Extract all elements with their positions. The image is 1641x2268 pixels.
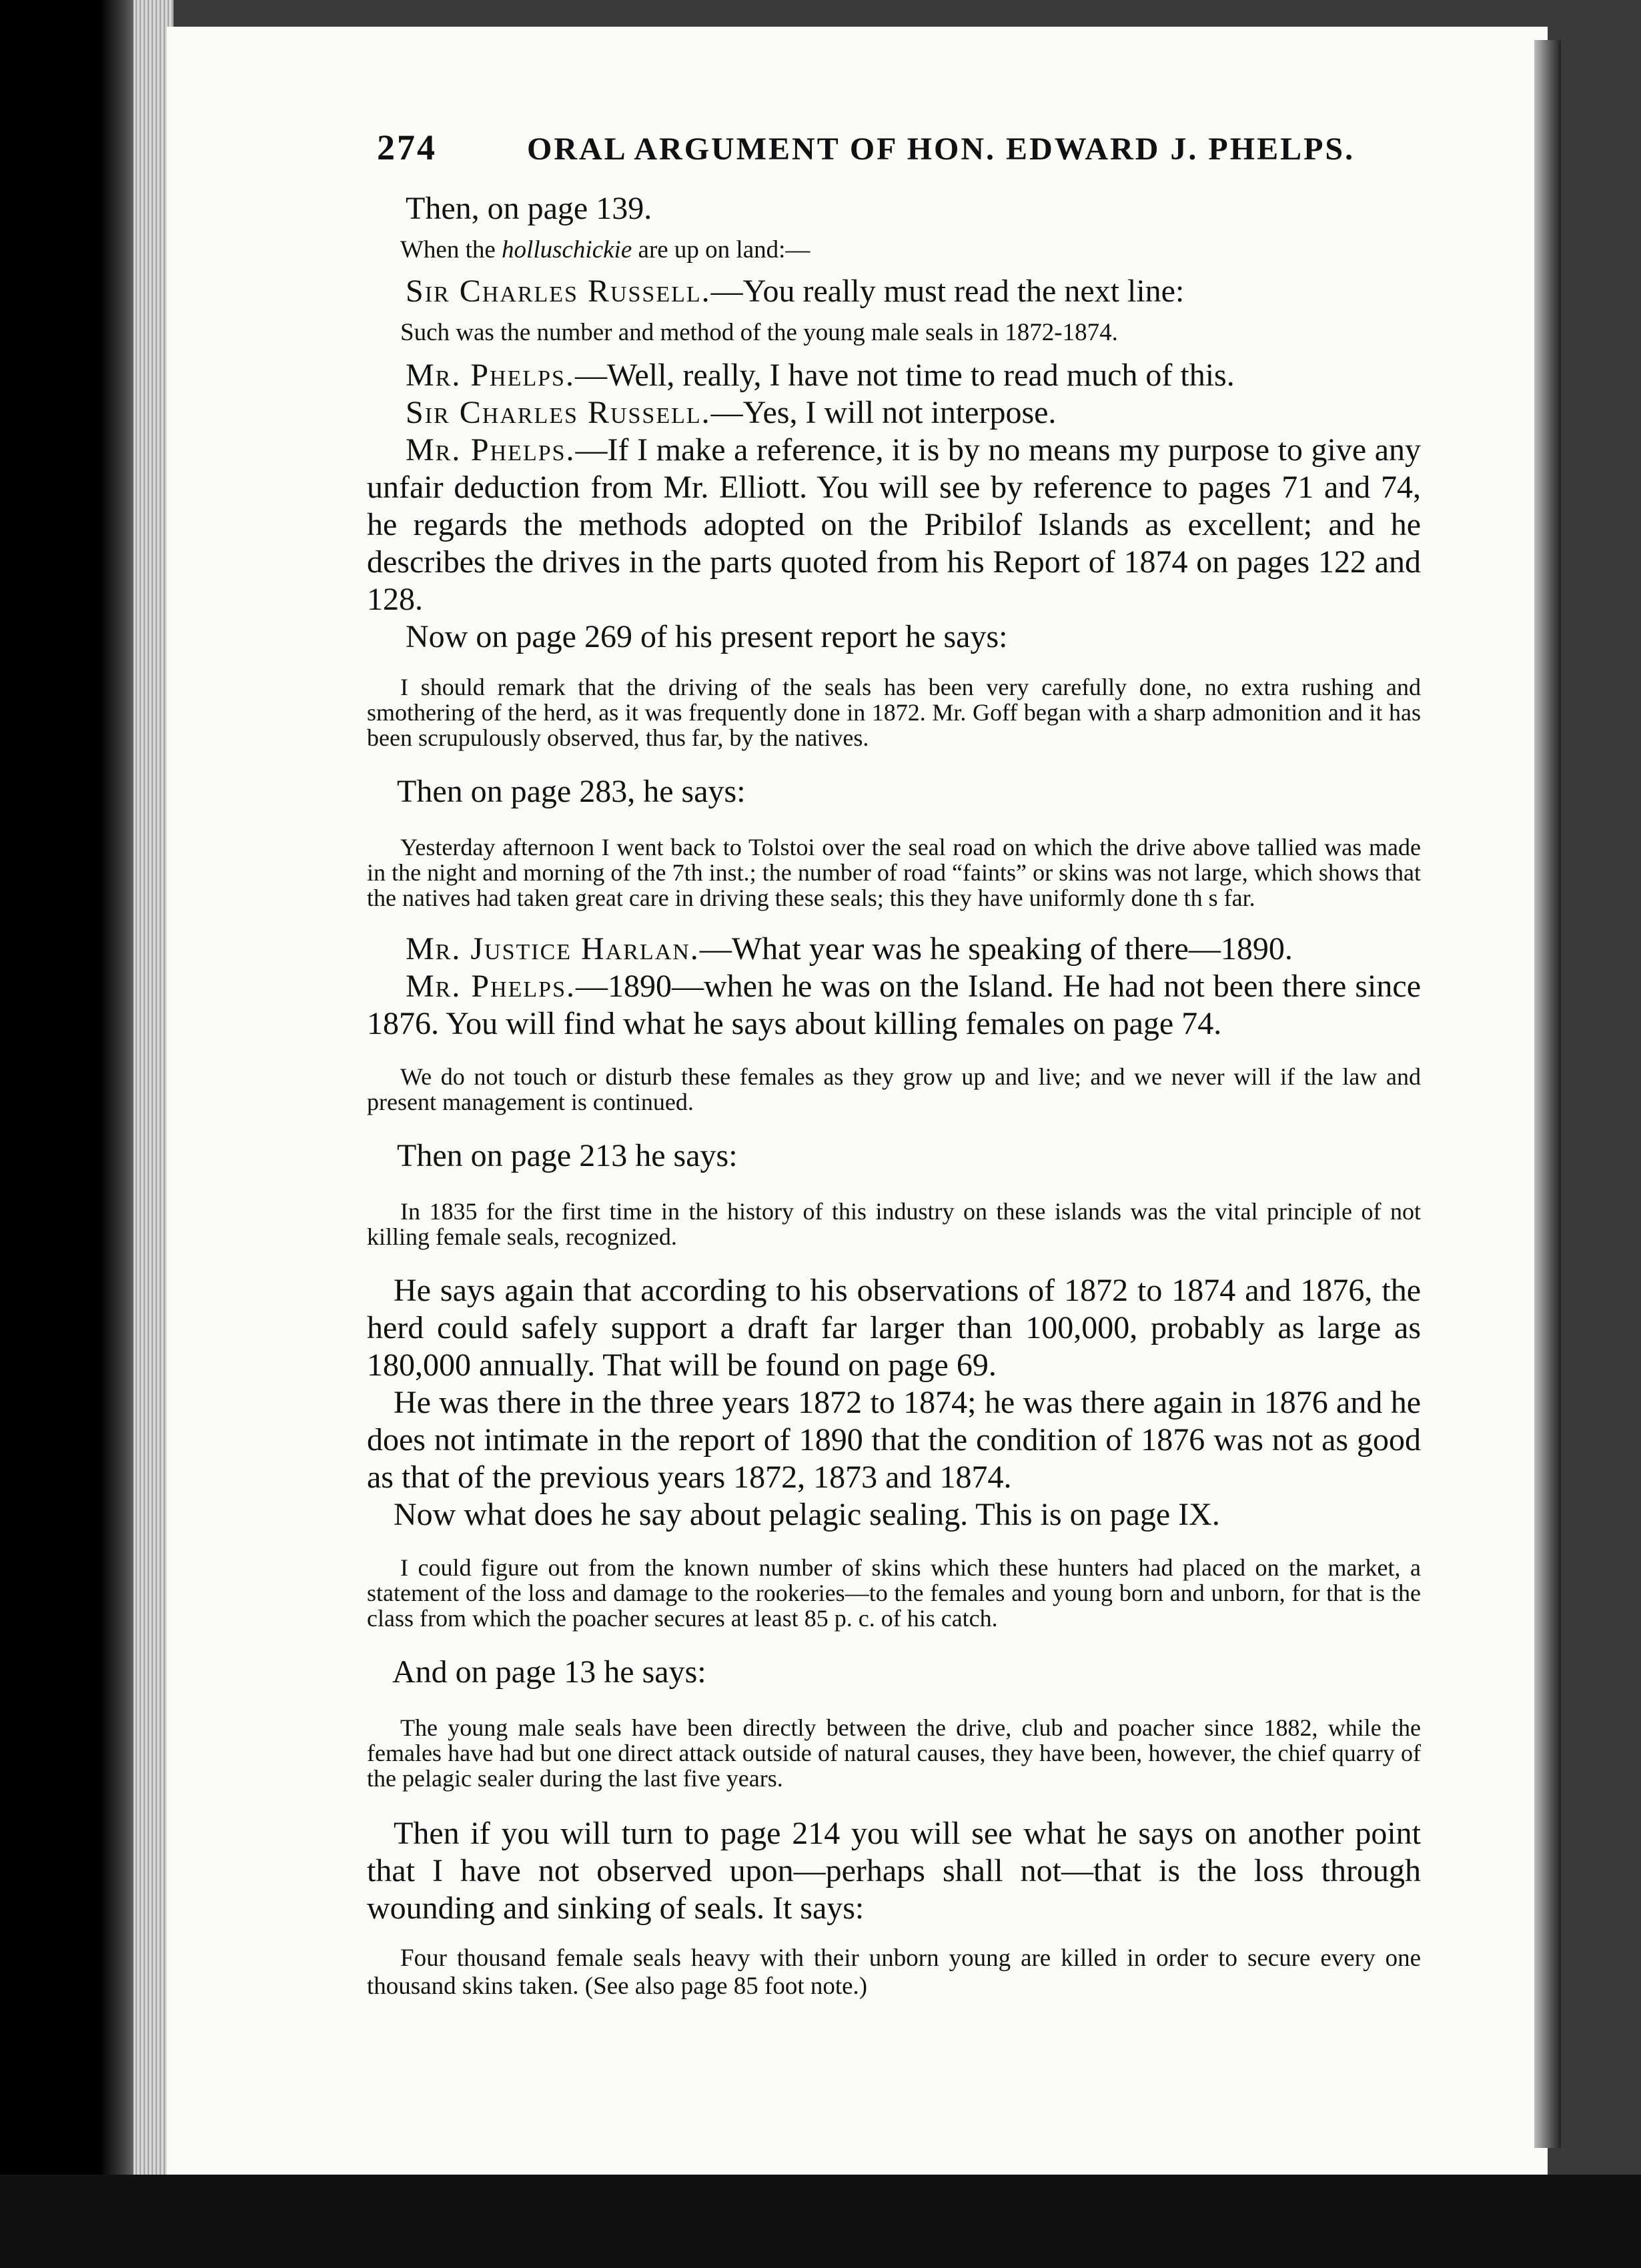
paragraph: Then, on page 139. — [406, 191, 652, 226]
paragraph: Then on page 213 he says: — [397, 1138, 738, 1173]
page-body — [367, 190, 1421, 2001]
quote-block: The young male seals have been directly between the drive, club and poacher since 1882, while the females have had but one direct attack outside of natural causes, they have been, however, the chief quarry of the pelagic sealer during the last five years. — [367, 1714, 1421, 1792]
quote-block: Such was the number and method of the young male seals in 1872-1874. — [400, 319, 1118, 346]
dialogue-line: Mr. Justice Harlan.—What year was he speaking of there—1890. — [406, 931, 1293, 967]
quote-block: I should remark that the driving of the seals has been very carefully done, no extra rushing and smothering of the herd, as it was frequently done in 1872. Mr. Goff began with a sharp admonition and it has been scrupulously observed, thus far, by the natives. — [367, 674, 1421, 751]
quote-block: We do not touch or disturb these females as they grow up and live; and we never will if the law and present management is continued. — [367, 1063, 1421, 1115]
paragraph: Now on page 269 of his present report he says: — [406, 619, 1008, 654]
paragraph: And on page 13 he says: — [392, 1654, 706, 1690]
paragraph: Then if you will turn to page 214 you will see what he says on another point that I have not observed upon—perhaps shall not—that is the loss through wounding and sinking of seals. It says: — [367, 1816, 1421, 1926]
quote-block: Yesterday afternoon I went back to Tolstoi over the seal road on which the drive above tallied was made in the night and morning of the 7th inst.; the number of road “faints” or skins was not large, which shows that the natives had taken great care in driving these seals; this they have uniformly done th s far. — [367, 834, 1421, 911]
paragraph: Now what does he say about pelagic sealing. This is on page IX. — [394, 1497, 1220, 1532]
quote-block: Four thousand female seals heavy with their unborn young are killed in order to secure every one thousand skins taken. (See also page 85 foot note.) — [367, 1944, 1421, 2000]
dialogue-line: Sir Charles Russell.—You really must read the next line: — [406, 273, 1185, 309]
quote-block: In 1835 for the first time in the history of this industry on these islands was the vital principle of not killing female seals, recognized. — [367, 1198, 1421, 1250]
dialogue-line: Mr. Phelps.—1890—when he was on the Island. He had not been there since 1876. You will find what he says about killing females on page 74. — [367, 969, 1421, 1041]
dialogue-line: Mr. Phelps.—If I make a reference, it is by no means my purpose to give any unfair deduction from Mr. Elliott. You will see by reference to pages 71 and 74, he regards the methods adopted on the Pribilof Islands as excellent; and he describes the drives in the parts quoted from his Report of 1874 on pages 122 and 128. — [367, 432, 1421, 617]
scan-bottom-border — [0, 2175, 1641, 2268]
book-right-edge — [1534, 40, 1561, 2148]
paragraph: He was there in the three years 1872 to 1874; he was there again in 1876 and he does not intimate in the report of 1890 that the condition of 1876 was not as good as that of the previous years 1872, 1873 and 1874. — [367, 1385, 1421, 1495]
paragraph: He says again that according to his observations of 1872 to 1874 and 1876, the herd could safely support a draft far larger than 100,000, probably as large as 180,000 annually. That will be found on page 69. — [367, 1273, 1421, 1383]
dialogue-line: Sir Charles Russell.—Yes, I will not interpose. — [406, 395, 1057, 430]
quote-block: I could figure out from the known number of skins which these hunters had placed on the market, a statement of the loss and damage to the rookeries—to the females and young born and unborn, for that is the class from which the poacher secures at least 85 p. c. of his catch. — [367, 1554, 1421, 1632]
page-number: 274 — [377, 127, 437, 167]
quote-intro: When the holluschickie are up on land:— — [400, 236, 810, 263]
running-title: ORAL ARGUMENT OF HON. EDWARD J. PHELPS. — [527, 131, 1355, 167]
paragraph: Then on page 283, he says: — [397, 774, 746, 809]
dialogue-line: Mr. Phelps.—Well, really, I have not time to read much of this. — [406, 358, 1235, 393]
